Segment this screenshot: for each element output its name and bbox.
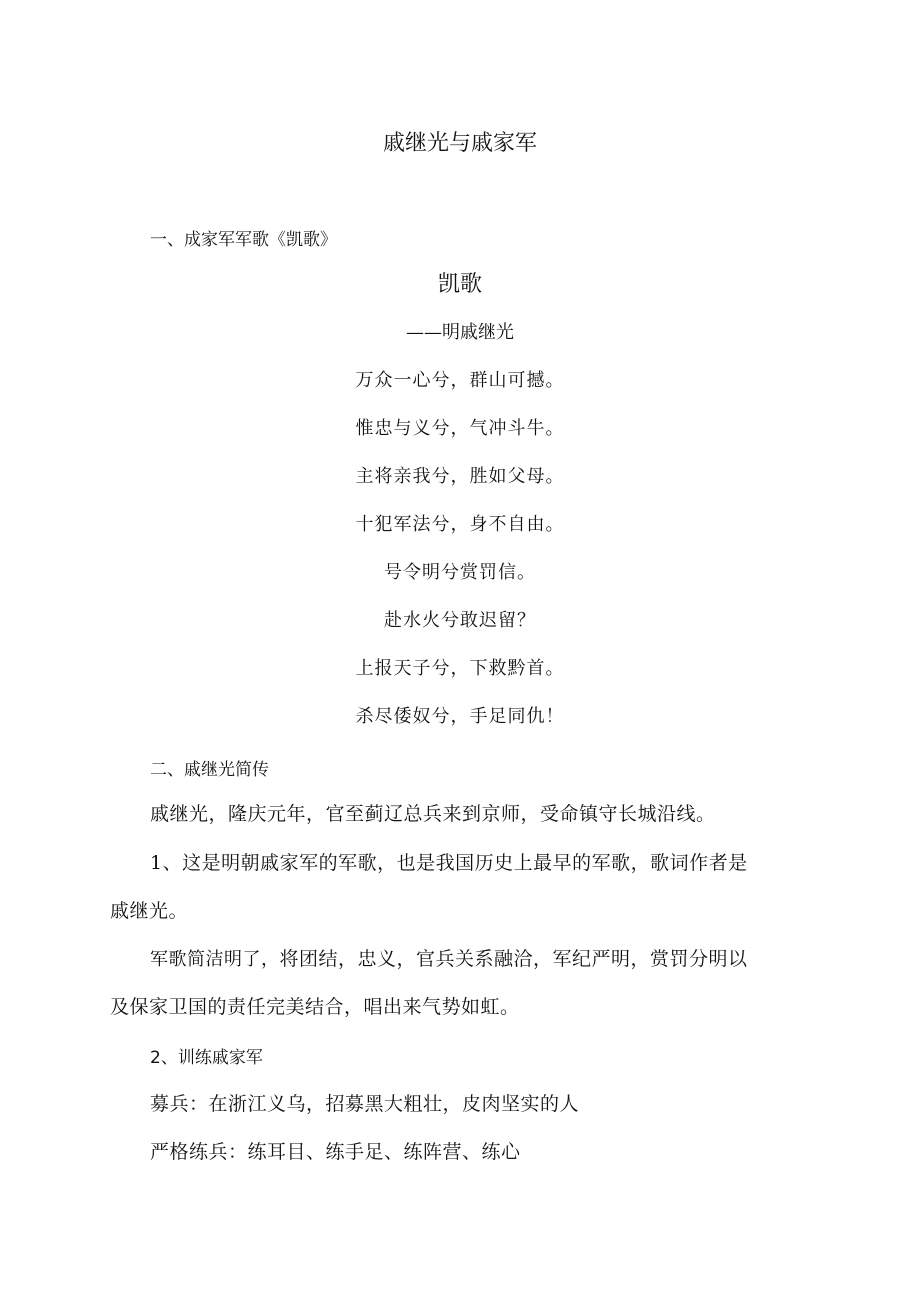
paragraph-anthem-summary-line2: 及保家卫国的责任完美结合，唱出来气势如虹。 [110,996,520,1018]
poem-author: ——明戚继光 [406,322,514,343]
poem-line: 杀尽倭奴兮，手足同仇！ [355,706,565,727]
poem-line: 惟忠与义兮，气冲斗牛。 [355,418,565,439]
poem-line: 十犯军法兮，身不自由。 [355,514,565,535]
poem-title: 凯歌 [437,272,482,297]
paragraph-anthem-summary-line1 [150,945,748,974]
section-heading-training: 2、训练戚家军 [150,1048,263,1068]
paragraph-biography: 戚继光，隆庆元年，官至蓟辽总兵来到京师，受命镇守长城沿线。 [150,803,716,825]
paragraph-anthem-note-line1: 1、这是明朝戚家军的军歌，也是我国历史上最早的军歌，歌词作者是 [150,852,748,874]
anthem-summary-lead: 军歌简洁明了， [150,949,280,970]
poem-line: 万众一心兮，群山可撼。 [355,370,565,391]
poem-line: 主将亲我兮，胜如父母。 [355,466,565,487]
poem-line: 赴水火兮敢迟留？ [384,610,536,631]
paragraph-recruitment: 募兵：在浙江义乌，招募黑大粗壮，皮肉坚实的人 [150,1093,580,1115]
section-heading-biography: 二、戚继光简传 [150,760,269,780]
section-heading-anthem: 一、成家军军歌《凯歌》 [150,230,337,250]
document-title: 戚继光与戚家军 [382,131,537,156]
paragraph-training: 严格练兵：练耳目、练手足、练阵营、练心 [150,1141,521,1163]
poem-line: 上报天子兮，下救黔首。 [355,658,565,679]
anthem-summary-rest: 将团结，忠义，官兵关系融洽，军纪严明，赏罚分明以 [279,948,748,970]
poem-line: 号令明兮赏罚信。 [384,562,536,583]
paragraph-anthem-note-line2: 戚继光。 [110,900,189,922]
